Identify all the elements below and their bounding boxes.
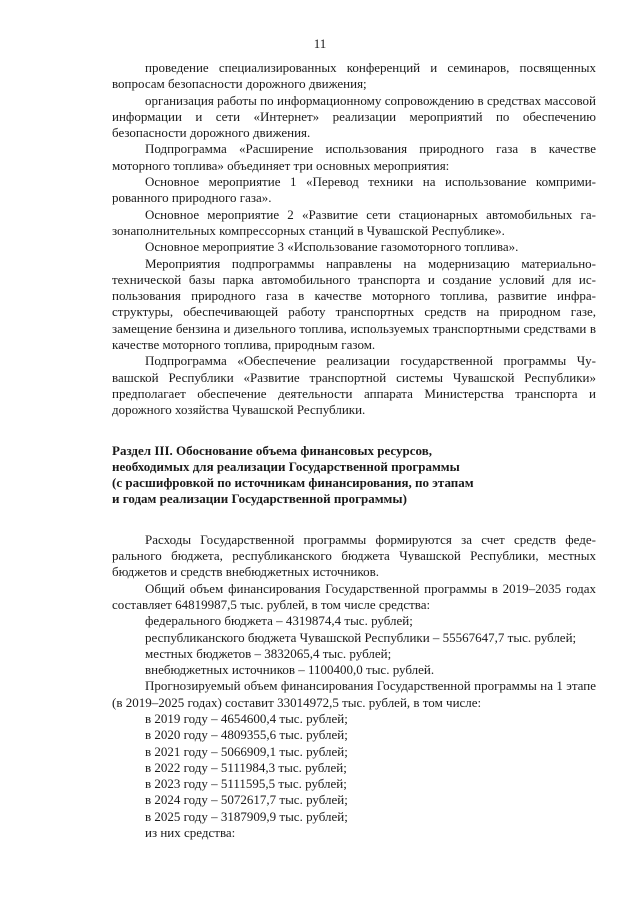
list-item: в 2022 году – 5111984,3 тыс. рублей; xyxy=(145,759,347,775)
section-heading-line: Раздел III. Обоснование объема финансовых ресурсов, xyxy=(112,442,432,458)
list-item: в 2020 году – 4809355,6 тыс. рублей; xyxy=(145,727,348,743)
paragraph: внебюджетных источников – 1100400,0 тыс. рублей. xyxy=(145,662,435,678)
paragraph: Основное мероприятие 3 «Использование газомоторного топлива». xyxy=(145,239,519,255)
paragraph: республиканского бюджета Чувашской Республики – 55567647,7 тыс. рублей; xyxy=(145,629,577,645)
paragraph: Основное мероприятие 1 «Перевод техники на использование компримированного природного газа». xyxy=(112,174,596,206)
paragraph: Расходы Государственной программы формируются за счет средств федерального бюджета, республиканского бюджета Чувашской Республики, местных бюджетов и средств внебюджетных источников. xyxy=(112,531,596,580)
paragraph: Подпрограмма «Расширение использования природного газа в качестве моторного топлива» объединяет три основных мероприятия: xyxy=(112,141,596,173)
paragraph: местных бюджетов – 3832065,4 тыс. рублей; xyxy=(145,645,392,661)
document-body xyxy=(112,60,596,841)
section-heading-line: и годам реализации Государственной программы) xyxy=(112,491,407,507)
list-item: в 2021 году – 5066909,1 тыс. рублей; xyxy=(145,743,348,759)
section-heading xyxy=(112,443,596,508)
list-item: в 2025 году – 3187909,9 тыс. рублей; xyxy=(145,808,348,824)
section-heading-line: (с расшифровкой по источникам финансирования, по этапам xyxy=(112,475,474,491)
list-item: в 2024 году – 5072617,7 тыс. рублей; xyxy=(145,792,348,808)
paragraph: Общий объем финансирования Государственной программы в 2019–2035 годах составляет 64819987,5 тыс. рублей, в том числе средства: xyxy=(112,580,596,612)
paragraph: Прогнозируемый объем финансирования Государственной программы на 1 этапе (в 2019–2025 годах) составит 33014972,5 тыс. рублей, в том числе: xyxy=(112,678,596,710)
list-item: в 2019 году – 4654600,4 тыс. рублей; xyxy=(145,710,348,726)
paragraph: из них средства: xyxy=(145,825,236,841)
list-item: в 2023 году – 5111595,5 тыс. рублей; xyxy=(145,776,347,792)
paragraph: Основное мероприятие 2 «Развитие сети стационарных автомобильных газонаполнительных компрессорных станций в Чувашской Республике». xyxy=(112,206,596,238)
paragraph: проведение специализированных конференций и семинаров, посвященных вопросам безопасности дорожного движения; xyxy=(112,60,596,92)
paragraph: Подпрограмма «Обеспечение реализации государственной программы Чувашской Республики «Развитие транспортной системы Чувашской Республики» предполагает обеспечение деятельности аппарата Министерства транспорта и дорожного хозяйства Чувашской Республики. xyxy=(112,353,596,418)
section-heading-line: необходимых для реализации Государственной программы xyxy=(112,458,460,474)
paragraph: организация работы по информационному сопровождению в средствах массовой информации и сети «Интернет» реализации мероприятий по обеспечению безопасности дорожного движения. xyxy=(112,92,596,141)
page-number: 11 xyxy=(313,36,327,51)
paragraph: федерального бюджета – 4319874,4 тыс. рублей; xyxy=(145,613,413,629)
paragraph: Мероприятия подпрограммы направлены на модернизацию материально-технической базы парка автомобильного транспорта и создание условий для использования природного газа в качестве моторного топлива, развитие инфраструктуры, обеспечивающей работу транспортных средств на природном газе, замещение бензина и дизельного топлива, используемых транспортными средствами в качестве моторного топлива, природным газом. xyxy=(112,255,596,353)
